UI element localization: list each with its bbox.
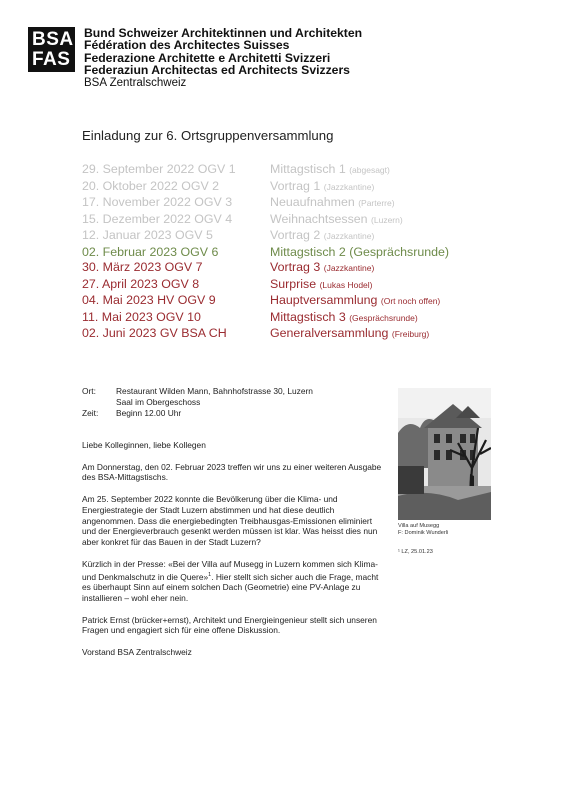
schedule-row [82, 195, 449, 212]
schedule-row [82, 245, 449, 261]
org-name-it: Federazione Architette e Architetti Svizzeri [84, 50, 331, 65]
schedule-event [270, 162, 390, 179]
schedule-date: 20. Oktober 2022 OGV 2 [82, 178, 220, 193]
greeting: Liebe Kolleginnen, liebe Kollegen [82, 440, 206, 450]
schedule-date: 11. Mai 2023 OGV 10 [82, 309, 201, 324]
schedule-row [82, 260, 449, 277]
signature: Vorstand BSA Zentralschweiz [82, 646, 192, 657]
org-name-fr: Fédération des Architectes Suisses [84, 38, 290, 53]
villa-photo [398, 388, 491, 520]
schedule-date: 29. September 2022 OGV 1 [82, 162, 236, 176]
schedule-event [270, 245, 449, 261]
time-label: Zeit: [82, 407, 99, 418]
location-label: Ort: [82, 386, 96, 396]
org-name-rm: Federaziun Architectas ed Architects Svizzers [84, 63, 350, 78]
location-value: Restaurant Wilden Mann, Bahnhofstrasse 30, Luzern [116, 386, 313, 396]
press-text-a: Kürzlich in der Presse: «Bei der Villa auf Musegg in Luzern kommen sich Klima- und Denkmalschutz in die Quere» [82, 558, 378, 582]
press-text-b: . Hier stellt sich sicher auch die Frage, macht es überhaupt Sinn auf einem solchen Dach (Geometrie) eine PV-Anlage zu installieren – wohl eher nein. [82, 571, 379, 603]
schedule-event-name: Surprise [270, 276, 317, 291]
schedule-row [82, 293, 449, 310]
schedule-event-name: Mittagstisch 3 [270, 309, 346, 324]
schedule-event [270, 212, 403, 229]
schedule-event [270, 310, 418, 327]
schedule-event [270, 228, 374, 245]
org-section: BSA Zentralschweiz [84, 76, 187, 89]
schedule-event [270, 277, 373, 294]
meeting-schedule [82, 162, 449, 343]
schedule-event [270, 195, 395, 212]
schedule-row [82, 326, 449, 343]
logo-line-bsa: BSA [32, 28, 74, 50]
schedule-event-name: Generalversammlung [270, 326, 389, 340]
time-value: Beginn 12.00 Uhr [116, 407, 182, 418]
schedule-date: 27. April 2023 OGV 8 [82, 276, 200, 291]
footnote: ¹ LZ, 25.01.23 [398, 549, 433, 555]
caption-credit: F: Dominik Wunderli [398, 530, 449, 537]
schedule-event [270, 293, 440, 310]
schedule-event-note: (Parterre) [358, 198, 395, 208]
schedule-date: 17. November 2022 OGV 3 [82, 195, 233, 209]
schedule-event-name: Mittagstisch 2 (Gesprächsrunde) [270, 244, 450, 259]
schedule-date: 15. Dezember 2022 OGV 4 [82, 211, 233, 226]
schedule-event-name: Mittagstisch 1 [270, 162, 346, 176]
schedule-event-note: (Luzern) [371, 214, 403, 225]
schedule-row [82, 310, 449, 327]
photo-caption [398, 523, 448, 538]
paragraph-strategy: Am 25. September 2022 konnte die Bevölkerung über die Klima- und Energiestrategie der Stadt Luzern abstimmen und hat diese deutlich angenommen. Dass die energiebedingten Treibhausgas-Emissionen eliminiert und der Energieverbrauch gesenkt werden müssen ist klar. Was heisst dies nun aber konkret für das Bauen in der Stadt Luzern? [82, 493, 378, 548]
schedule-event-name: Vortrag 1 [270, 178, 321, 193]
logo-line-fas: FAS [32, 48, 71, 70]
location-room: Saal im Obergeschoss [116, 396, 201, 407]
paragraph-date: Am Donnerstag, den 02. Februar 2023 treffen wir uns zu einer weiteren Ausgabe des BSA-Mittagstischs. [82, 461, 382, 483]
schedule-date: 02. Juni 2023 GV BSA CH [82, 326, 227, 340]
schedule-row [82, 228, 449, 245]
schedule-row [82, 277, 449, 294]
schedule-event-note: (Gesprächsrunde) [349, 312, 418, 323]
footnote-marker: 1 [208, 571, 212, 578]
bsa-fas-logo [28, 27, 75, 72]
schedule-event-name: Vortrag 2 [270, 228, 321, 242]
letter-body [82, 440, 382, 669]
schedule-date: 02. Februar 2023 OGV 6 [82, 244, 219, 259]
schedule-event [270, 179, 374, 196]
schedule-event-note: (Ort noch offen) [380, 296, 441, 306]
schedule-date: 04. Mai 2023 HV OGV 9 [82, 293, 216, 307]
caption-title: Villa auf Musegg [398, 523, 440, 529]
schedule-event-note: (abgesagt) [349, 165, 390, 175]
schedule-event-note: (Jazzkantine) [323, 231, 375, 241]
paragraph-press [82, 559, 382, 604]
event-details [82, 386, 313, 418]
organization-names [84, 27, 362, 89]
org-name-de: Bund Schweizer Architektinnen und Architekten [84, 26, 363, 40]
invitation-title: Einladung zur 6. Ortsgruppenversammlung [82, 128, 334, 143]
paragraph-speaker: Patrick Ernst (brücker+ernst), Architekt und Energieingenieur stellt sich unseren Fragen und engagiert sich für eine offene Diskussion. [82, 614, 377, 636]
schedule-event [270, 326, 429, 343]
schedule-row [82, 212, 449, 229]
schedule-event-name: Weihnachtsessen [270, 211, 368, 226]
schedule-event [270, 260, 374, 277]
schedule-row [82, 162, 449, 179]
schedule-event-note: (Jazzkantine) [323, 263, 375, 273]
schedule-date: 30. März 2023 OGV 7 [82, 260, 203, 274]
schedule-event-note: (Lukas Hodel) [319, 279, 373, 290]
schedule-event-name: Vortrag 3 [270, 260, 321, 274]
schedule-date: 12. Januar 2023 OGV 5 [82, 228, 213, 242]
schedule-event-note: (Freiburg) [391, 329, 430, 339]
schedule-event-name: Neuaufnahmen [270, 195, 355, 209]
schedule-row [82, 179, 449, 196]
schedule-event-name: Hauptversammlung [270, 293, 378, 307]
schedule-event-note: (Jazzkantine) [323, 181, 375, 192]
